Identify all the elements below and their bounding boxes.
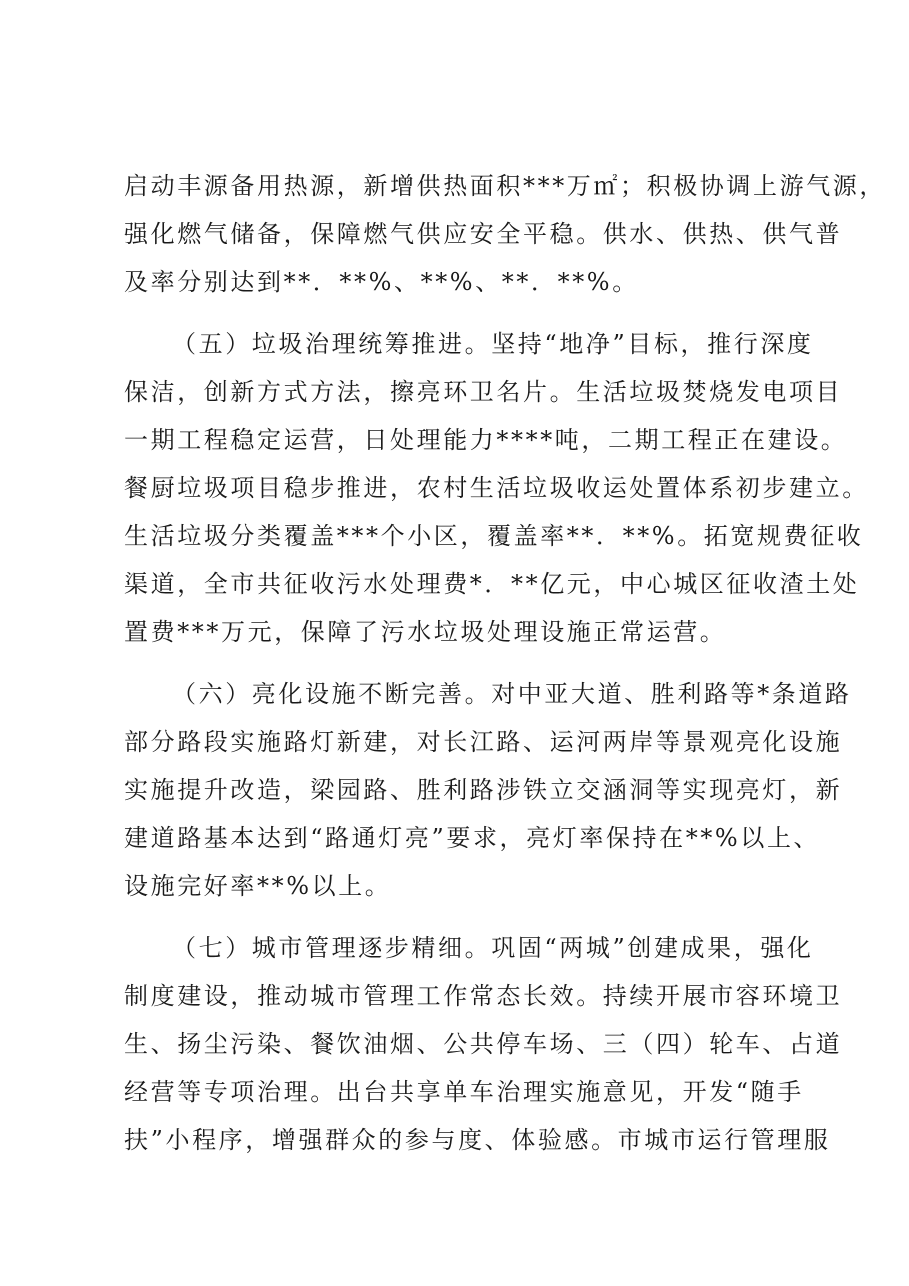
- text-line: 建道路基本达到“路通灯亮”要求，亮灯率保持在**%以上、: [124, 824, 821, 852]
- text-line: （五）垃圾治理统筹推进。坚持“地净”目标，推行深度: [172, 330, 814, 358]
- text-line: 生活垃圾分类覆盖***个小区，覆盖率**．**%。拓宽规费征收: [124, 522, 864, 550]
- text-line: 一期工程稳定运营，日处理能力****吨，二期工程正在建设。: [124, 426, 848, 454]
- text-line: 渠道，全市共征收污水处理费*．**亿元，中心城区征收渣土处: [124, 570, 860, 598]
- text-line: 强化燃气储备，保障燃气供应安全平稳。供水、供热、供气普: [124, 220, 843, 248]
- text-line: 经营等专项治理。出台共享单车治理实施意见，开发“随手: [124, 1078, 804, 1106]
- text-line: 生、扬尘污染、餐饮油烟、公共停车场、三（四）轮车、占道: [124, 1030, 843, 1058]
- text-line: 及率分别达到**．**%、**%、**．**%。: [124, 268, 639, 296]
- text-line: 设施完好率**%以上。: [124, 872, 392, 900]
- text-line: 扶”小程序，增强群众的参与度、体验感。市城市运行管理服: [124, 1126, 831, 1154]
- body-text: [124, 162, 886, 1164]
- text-line: 制度建设，推动城市管理工作常态长效。持续开展市容环境卫: [124, 982, 843, 1010]
- text-line: （七）城市管理逐步精细。巩固“两城”创建成果，强化: [172, 934, 814, 962]
- text-line: （六）亮化设施不断完善。对中亚大道、胜利路等*条道路: [172, 680, 852, 708]
- text-line: 置费***万元，保障了污水垃圾处理设施正常运营。: [124, 618, 727, 646]
- text-line: 部分路段实施路灯新建，对长江路、运河两岸等景观亮化设施: [124, 728, 843, 756]
- text-line: 保洁，创新方式方法，擦亮环卫名片。生活垃圾焚烧发电项目: [124, 378, 843, 406]
- text-line: 实施提升改造，梁园路、胜利路涉铁立交涵洞等实现亮灯，新: [124, 776, 843, 804]
- text-line: 餐厨垃圾项目稳步推进，农村生活垃圾收运处置体系初步建立。: [124, 474, 869, 502]
- text-line: 启动丰源备用热源，新增供热面积***万㎡；积极协调上游气源，: [124, 172, 886, 200]
